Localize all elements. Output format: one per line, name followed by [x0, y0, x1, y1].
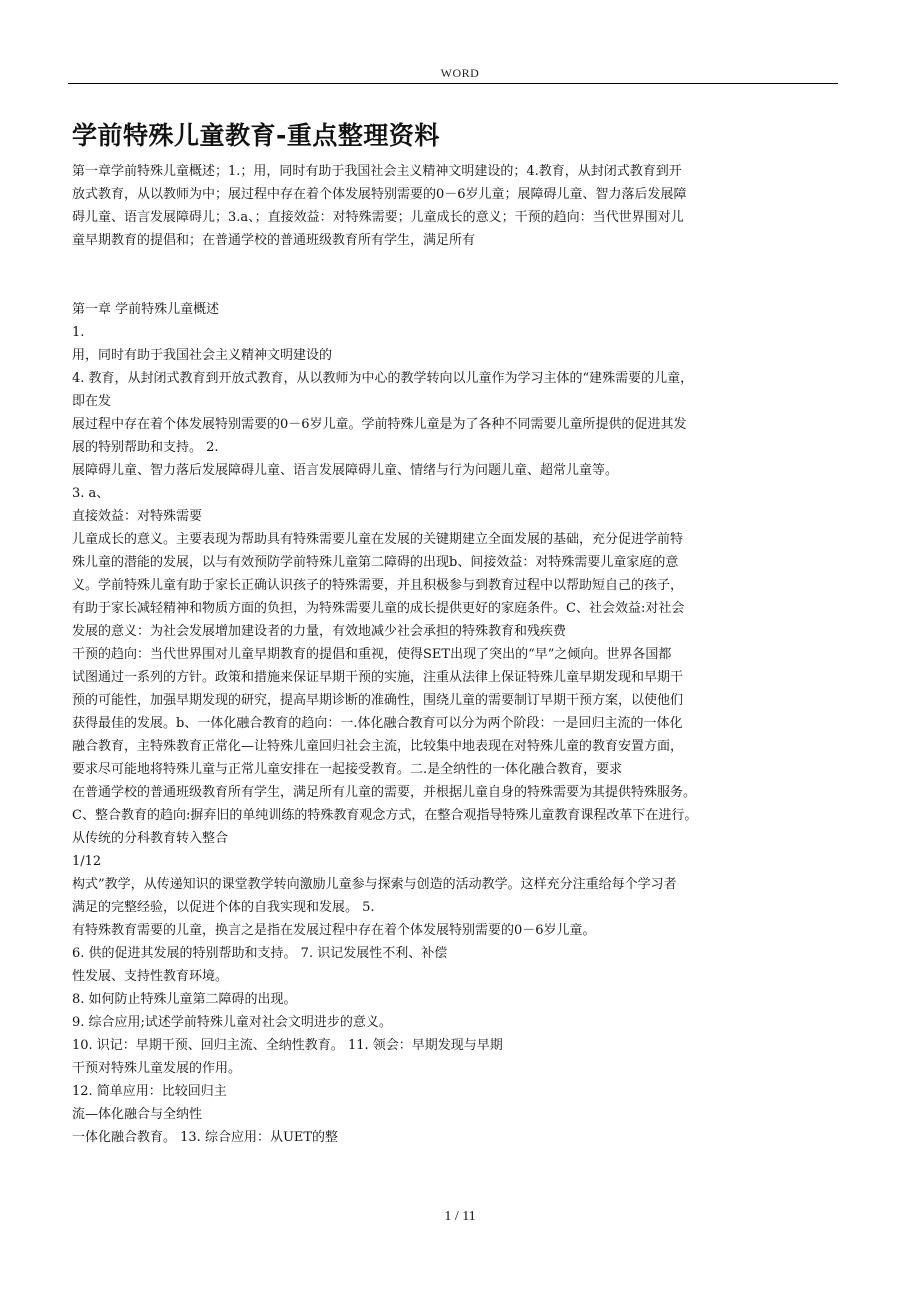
text-line: 预的可能性，加强早期发现的研究，提高早期诊断的准确性，围绕儿童的需要制订早期干预方案，以使他们 [72, 693, 684, 708]
chapter-heading: 第一章 学前特殊儿童概述 [72, 302, 220, 317]
text-line: 义。学前特殊儿童有助于家长正确认识孩子的特殊需要，并且积极参与到教育过程中以帮助短自己的孩子， [72, 578, 684, 593]
text-line: 1. [72, 325, 85, 340]
text-line: 满足的完整经验，以促进个体的自我实现和发展。 5. [72, 900, 375, 915]
paragraph-gap [72, 275, 842, 298]
text-line: 一体化融合教育。 13. 综合应用：从UET的整 [72, 1130, 339, 1145]
text-line: 4. 教育，从封闭式教育到开放式教育，从以教师为中心的教学转向以儿童作为学习主体的“建殊需要的儿童， [72, 371, 694, 386]
text-line: C、整合教育的趋向:摒弃旧的单纯训练的特殊教育观念方式，在整合观指导特殊儿童教育课程改革下在进行。 [72, 808, 698, 823]
text-line: 展的特别帮助和支持。 2. [72, 440, 219, 455]
text-line: 获得最佳的发展。b、一体化融合教育的趋向：一.体化融合教育可以分为两个阶段：一是回归主流的一体化 [72, 716, 683, 731]
text-line: 8. 如何防止特殊儿童第二障碍的出现。 [72, 992, 297, 1007]
text-line: 用，同时有助于我国社会主义精神文明建设的 [72, 348, 333, 363]
summary-line: 童早期教育的提倡和；在普通学校的普通班级教育所有学生，满足所有 [72, 233, 476, 248]
text-line: 要求尽可能地将特殊儿童与正常儿童安排在一起接受教育。二.是全纳性的一体化融合教育，要求 [72, 762, 623, 777]
text-line: 构式”教学，从传递知识的课堂教学转向激励儿童参与探索与创造的活动教学。这样充分注重给每个学习者 [72, 877, 677, 892]
text-line: 干预的趋向：当代世界围对儿童早期教育的提倡和重视，使得SET出现了突出的“早”之倾向。世界各国都 [72, 647, 672, 662]
text-line: 流—体化融合与全纳性 [72, 1107, 203, 1122]
text-line: 从传统的分科教育转入整合 [72, 831, 229, 846]
text-line: 性发展、支持性教育环境。 [72, 969, 229, 984]
text-line: 殊儿童的潜能的发展，以与有效预防学前特殊儿童第二障碍的出现b、间接效益：对特殊需要儿童家庭的意 [72, 555, 679, 570]
text-line: 在普通学校的普通班级教育所有学生，满足所有儿童的需要，并根据儿童自身的特殊需要为其提供特殊服务。 [72, 785, 697, 800]
text-line: 展过程中存在着个体发展特别需要的0－6岁儿童。学前特殊儿童是为了各种不同需要儿童所提供的促进其发 [72, 417, 687, 432]
text-line: 展障碍儿童、智力落后发展障碍儿童、语言发展障碍儿童、情绪与行为问题儿童、超常儿童等。 [72, 463, 619, 478]
header-label: WORD [440, 66, 480, 80]
text-line: 即在发 [72, 394, 112, 409]
text-line: 直接效益：对特殊需要 [72, 509, 203, 524]
text-line: 有助于家长减轻精神和物质方面的负担，为特殊需要儿童的成长提供更好的家庭条件。C、社会效益:对社会 [72, 601, 685, 616]
paragraph-gap [72, 252, 842, 275]
text-line: 融合教育，主特殊教育正常化—让特殊儿童回归社会主流，比较集中地表现在对特殊儿童的教育安置方面， [72, 739, 684, 754]
text-line: 10. 识记：早期干预、回归主流、全纳性教育。 11. 领会：早期发现与早期 [72, 1038, 503, 1053]
summary-line: 碍儿童、语言发展障碍儿；3.a、；直接效益：对特殊需要；儿童成长的意义；干预的趋向：当代世界围对儿 [72, 210, 684, 225]
summary-line: 放式教育，从以教师为中；展过程中存在着个体发展特别需要的0－6岁儿童；展障碍儿童、智力落后发展障 [72, 187, 687, 202]
page-number-footer: 1 / 11 [444, 1209, 476, 1224]
document-title: 学前特殊儿童教育-重点整理资料 [72, 121, 440, 150]
document-body [72, 160, 842, 1149]
text-line: 干预对特殊儿童发展的作用。 [72, 1061, 242, 1076]
summary-line: 第一章学前特殊儿童概述；1.；用，同时有助于我国社会主义精神文明建设的；4.教育，从封闭式教育到开 [72, 164, 682, 179]
header-rule [68, 83, 838, 84]
text-line: 6. 供的促进其发展的特别帮助和支持。 7. 识记发展性不利、补偿 [72, 946, 448, 961]
text-line: 有特殊教育需要的儿童，换言之是指在发展过程中存在着个体发展特别需要的0－6岁儿童。 [72, 923, 596, 938]
text-line: 儿童成长的意义。主要表现为帮助具有特殊需要儿童在发展的关键期建立全面发展的基础，充分促进学前特 [72, 532, 684, 547]
text-line: 12. 简单应用：比较回归主 [72, 1084, 227, 1099]
text-line: 试图通过一系列的方针。政策和措施来保证早期干预的实施，注重从法律上保证特殊儿童早期发现和早期干 [72, 670, 684, 685]
text-line: 发展的意义：为社会发展增加建设者的力量，有效地减少社会承担的特殊教育和残疾费 [72, 624, 567, 639]
inline-page-marker: 1/12 [72, 854, 102, 869]
text-line: 9. 综合应用;试述学前特殊儿童对社会文明进步的意义。 [72, 1015, 392, 1030]
text-line: 3. a、 [72, 486, 110, 501]
